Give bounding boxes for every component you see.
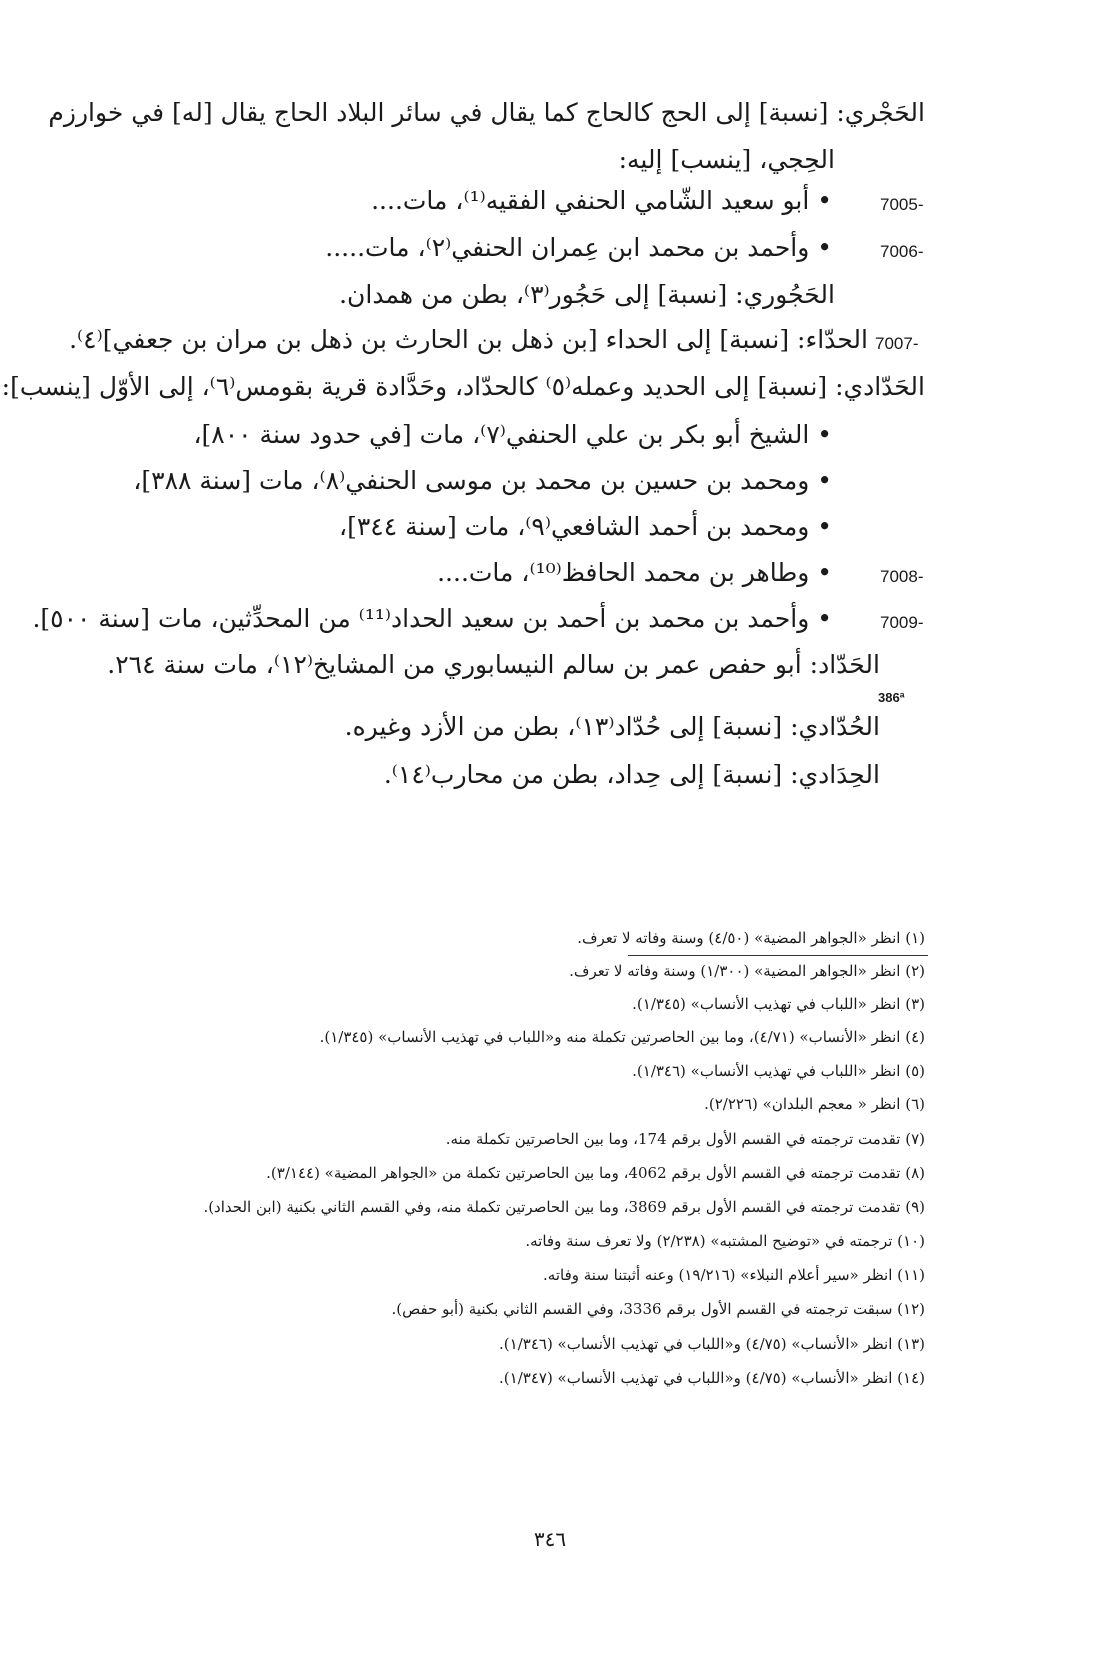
entry-text: • أبو سعيد الشّامي الحنفي الفقيه⁽¹⁾، مات.... bbox=[371, 186, 832, 215]
sub-entry: • الشيخ أبو بكر بن علي الحنفي⁽٧⁾، مات [في حدود سنة ٨٠٠]، bbox=[193, 420, 832, 449]
entry-text: • وطاهر بن محمد الحافظ⁽¹⁰⁾، مات.... bbox=[437, 558, 832, 587]
sub-entry: • ومحمد بن أحمد الشافعي⁽٩⁾، مات [سنة ٣٤٤]، bbox=[339, 512, 832, 541]
entry-text: • وأحمد بن محمد بن أحمد بن سعيد الحداد⁽¹¹⁾ من المحدِّثين، مات [سنة ٥٠٠]. bbox=[32, 604, 832, 633]
sub-entry: • ومحمد بن حسين بن محمد بن موسى الحنفي⁽٨⁾، مات [سنة ٣٨٨]، bbox=[133, 466, 832, 495]
entry-hajri-line-1: الحَجْري: [نسبة] إلى الحج كالحاج كما يقال في سائر البلاد الحاج يقال [له] في خوارزم bbox=[48, 98, 925, 127]
footnote: (٢) انظر «الجواهر المضية» (١/٣٠٠) وسنة وفاته لا تعرف. bbox=[569, 962, 925, 980]
entry-number: 7005- bbox=[880, 195, 924, 214]
footnote: (١٠) ترجمته في «توضيح المشتبه» (٢/٢٣٨) ولا تعرف سنة وفاته. bbox=[525, 1232, 925, 1250]
entry-hajri-line-2: الحِجي، [ينسب] إليه: bbox=[618, 145, 835, 174]
footnote-separator bbox=[628, 955, 928, 956]
footnote: (١١) انظر «سير أعلام النبلاء» (١٩/٢١٦) وعنه أثبتنا سنة وفاته. bbox=[543, 1266, 925, 1284]
footnote: (٧) تقدمت ترجمته في القسم الأول برقم 174، وما بين الحاصرتين تكملة منه. bbox=[445, 1130, 925, 1148]
margin-page-marker: 386ª bbox=[878, 690, 905, 705]
entry-text: الحدّاء: [نسبة] إلى الحداء [بن ذهل بن الحارث بن ذهل بن مران بن جعفي]⁽٤⁾. bbox=[69, 325, 868, 354]
footnote: (٣) انظر «اللباب في تهذيب الأنساب» (١/٣٤٥). bbox=[632, 995, 925, 1013]
page-number: ٣٤٦ bbox=[533, 1527, 567, 1551]
entry-hidadi: الحِدَادي: [نسبة] إلى حِداد، بطن من محارب⁽١٤⁾. bbox=[383, 760, 880, 789]
entry-huddadi: الحُدّادي: [نسبة] إلى حُدّاد⁽١٣⁾، بطن من الأزد وغيره. bbox=[344, 712, 880, 741]
entry-number: 7006- bbox=[880, 242, 924, 261]
footnote: (١) انظر «الجواهر المضية» (٤/٥٠) وسنة وفاته لا تعرف. bbox=[577, 929, 925, 947]
entry-haddad: الحَدّاد: أبو حفص عمر بن سالم النيسابوري من المشايخ⁽١٢⁾، مات سنة ٢٦٤. bbox=[107, 650, 880, 679]
footnote: (١٤) انظر «الأنساب» (٤/٧٥) و«اللباب في تهذيب الأنساب» (١/٣٤٧). bbox=[499, 1369, 925, 1387]
entry-number: 7009- bbox=[880, 613, 924, 632]
entry-haddadi: الحَدّادي: [نسبة] إلى الحديد وعمله⁽٥⁾ كالحدّاد، وحَدَّادة قرية بقومس⁽٦⁾، إلى الأوّل [ينسب]: bbox=[1, 372, 925, 401]
footnote: (٥) انظر «اللباب في تهذيب الأنساب» (١/٣٤٦). bbox=[632, 1062, 925, 1080]
footnote: (٦) انظر « معجم البلدان» (٢/٢٢٦). bbox=[704, 1095, 925, 1113]
footnote: (٩) تقدمت ترجمته في القسم الأول برقم 3869، وما بين الحاصرتين تكملة منه، وفي القسم الثاني بكنية (ابن الحداد). bbox=[203, 1198, 925, 1216]
entry-number: 7007- bbox=[875, 334, 919, 353]
entry-hajuri: الحَجُوري: [نسبة] إلى حَجُور⁽٣⁾، بطن من همدان. bbox=[339, 280, 835, 309]
footnote: (١٢) سبقت ترجمته في القسم الأول برقم 3336، وفي القسم الثاني بكنية (أبو حفص). bbox=[391, 1300, 925, 1318]
footnote: (١٣) انظر «الأنساب» (٤/٧٥) و«اللباب في تهذيب الأنساب» (١/٣٤٦). bbox=[499, 1335, 925, 1353]
footnote: (٨) تقدمت ترجمته في القسم الأول برقم 4062، وما بين الحاصرتين تكملة من «الجواهر المضية» (٣/١٤٤). bbox=[266, 1164, 925, 1182]
entry-text: • وأحمد بن محمد ابن عِمران الحنفي⁽٢⁾، مات..... bbox=[325, 233, 832, 262]
footnote: (٤) انظر «الأنساب» (٤/٧١)، وما بين الحاصرتين تكملة منه و«اللباب في تهذيب الأنساب» (١/٣٤٥). bbox=[319, 1028, 925, 1046]
entry-number: 7008- bbox=[880, 567, 924, 586]
